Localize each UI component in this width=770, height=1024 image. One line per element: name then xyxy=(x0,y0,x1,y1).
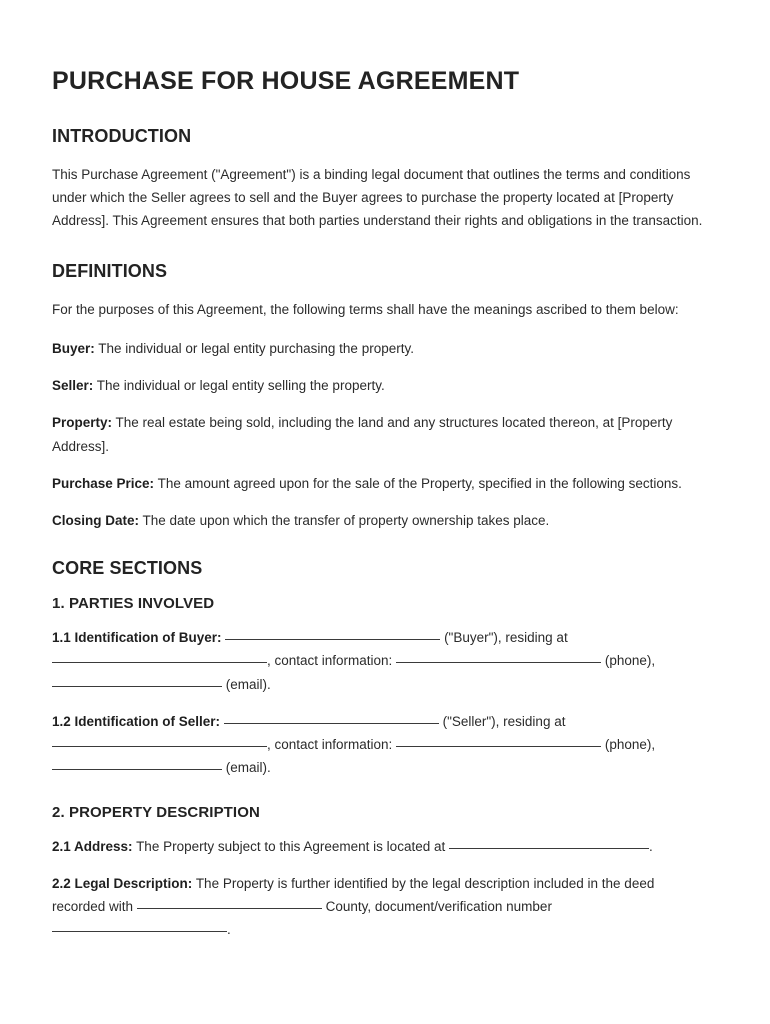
clause-1-2-text-a: ("Seller"), residing at xyxy=(442,713,566,729)
clause-2-1 xyxy=(52,835,708,858)
section-2-heading: 2. PROPERTY DESCRIPTION xyxy=(52,803,260,821)
clause-1-2-text-b: , contact information: xyxy=(267,737,393,753)
definition-text-seller: The individual or legal entity selling the property. xyxy=(96,378,385,394)
blank-buyer-email[interactable] xyxy=(52,686,222,687)
clause-1-1 xyxy=(52,626,708,696)
blank-property-address[interactable] xyxy=(449,848,649,849)
blank-seller-name[interactable] xyxy=(224,723,439,724)
definition-label-closing-date: Closing Date: xyxy=(52,512,140,528)
introduction-paragraph: This Purchase Agreement ("Agreement") is a binding legal document that outlines the terms and conditions under which the Seller agrees to sell and the Buyer agrees to purchase the property located at [Property Address]. This Agreement ensures that both parties understand their rights and obligations in the transaction. xyxy=(52,167,703,229)
blank-seller-address[interactable] xyxy=(52,746,267,747)
clause-2-2-label: 2.2 Legal Description: xyxy=(52,875,193,891)
definitions-intro: For the purposes of this Agreement, the following terms shall have the meanings ascribed to them below: xyxy=(52,301,679,317)
section-parties-involved xyxy=(52,595,708,779)
definition-label-seller: Seller: xyxy=(52,378,94,394)
page-title: PURCHASE FOR HOUSE AGREEMENT xyxy=(52,67,520,95)
blank-deed-county[interactable] xyxy=(137,908,322,909)
core-sections xyxy=(52,558,708,941)
definition-label-property: Property: xyxy=(52,415,113,431)
definition-text-closing-date: The date upon which the transfer of property ownership takes place. xyxy=(142,512,550,528)
clause-2-2-text-b: County, document/verification number xyxy=(325,898,552,914)
blank-buyer-name[interactable] xyxy=(225,639,440,640)
clause-2-1-text-b: . xyxy=(649,838,653,854)
clause-2-2-text-c: . xyxy=(227,922,231,938)
clause-1-2-text-d: (email). xyxy=(225,760,271,776)
definitions-section xyxy=(52,261,708,533)
clause-2-2-text-a: The Property is further identified by the legal description included in the deed recorded with xyxy=(52,875,655,914)
definitions-heading: DEFINITIONS xyxy=(52,260,168,281)
clause-2-2 xyxy=(52,872,708,942)
section-1-heading: 1. PARTIES INVOLVED xyxy=(52,595,215,613)
definition-label-buyer: Buyer: xyxy=(52,340,95,356)
blank-buyer-address[interactable] xyxy=(52,662,267,663)
core-sections-heading: CORE SECTIONS xyxy=(52,558,203,579)
definition-term-closing-date xyxy=(52,509,708,532)
blank-buyer-phone[interactable] xyxy=(396,662,601,663)
definition-text-purchase-price: The amount agreed upon for the sale of the Property, specified in the following sections. xyxy=(157,475,682,491)
introduction-heading: INTRODUCTION xyxy=(52,126,192,146)
clause-1-1-text-a: ("Buyer"), residing at xyxy=(444,630,568,646)
introduction-section xyxy=(52,126,708,233)
clause-1-2-label: 1.2 Identification of Seller: xyxy=(52,713,221,729)
blank-document-number[interactable] xyxy=(52,931,227,932)
definition-text-property: The real estate being sold, including the land and any structures located thereon, at [Property Address]. xyxy=(52,415,673,454)
definition-term-seller xyxy=(52,374,708,397)
blank-seller-email[interactable] xyxy=(52,769,222,770)
clause-2-1-label: 2.1 Address: xyxy=(52,838,133,854)
clause-1-1-text-b: , contact information: xyxy=(267,653,393,669)
definition-text-buyer: The individual or legal entity purchasing the property. xyxy=(98,340,414,356)
blank-seller-phone[interactable] xyxy=(396,746,601,747)
clause-1-1-label: 1.1 Identification of Buyer: xyxy=(52,630,222,646)
clause-1-2-text-c: (phone), xyxy=(604,737,656,753)
clause-2-1-text-a: The Property subject to this Agreement is located at xyxy=(136,838,446,854)
definition-term-buyer xyxy=(52,337,708,360)
clause-1-1-text-c: (phone), xyxy=(604,653,656,669)
clause-1-1-text-d: (email). xyxy=(225,676,271,692)
section-property-description xyxy=(52,804,708,942)
definition-label-purchase-price: Purchase Price: xyxy=(52,475,155,491)
definition-term-purchase-price xyxy=(52,472,708,495)
clause-1-2 xyxy=(52,710,708,780)
definition-term-property xyxy=(52,411,708,457)
